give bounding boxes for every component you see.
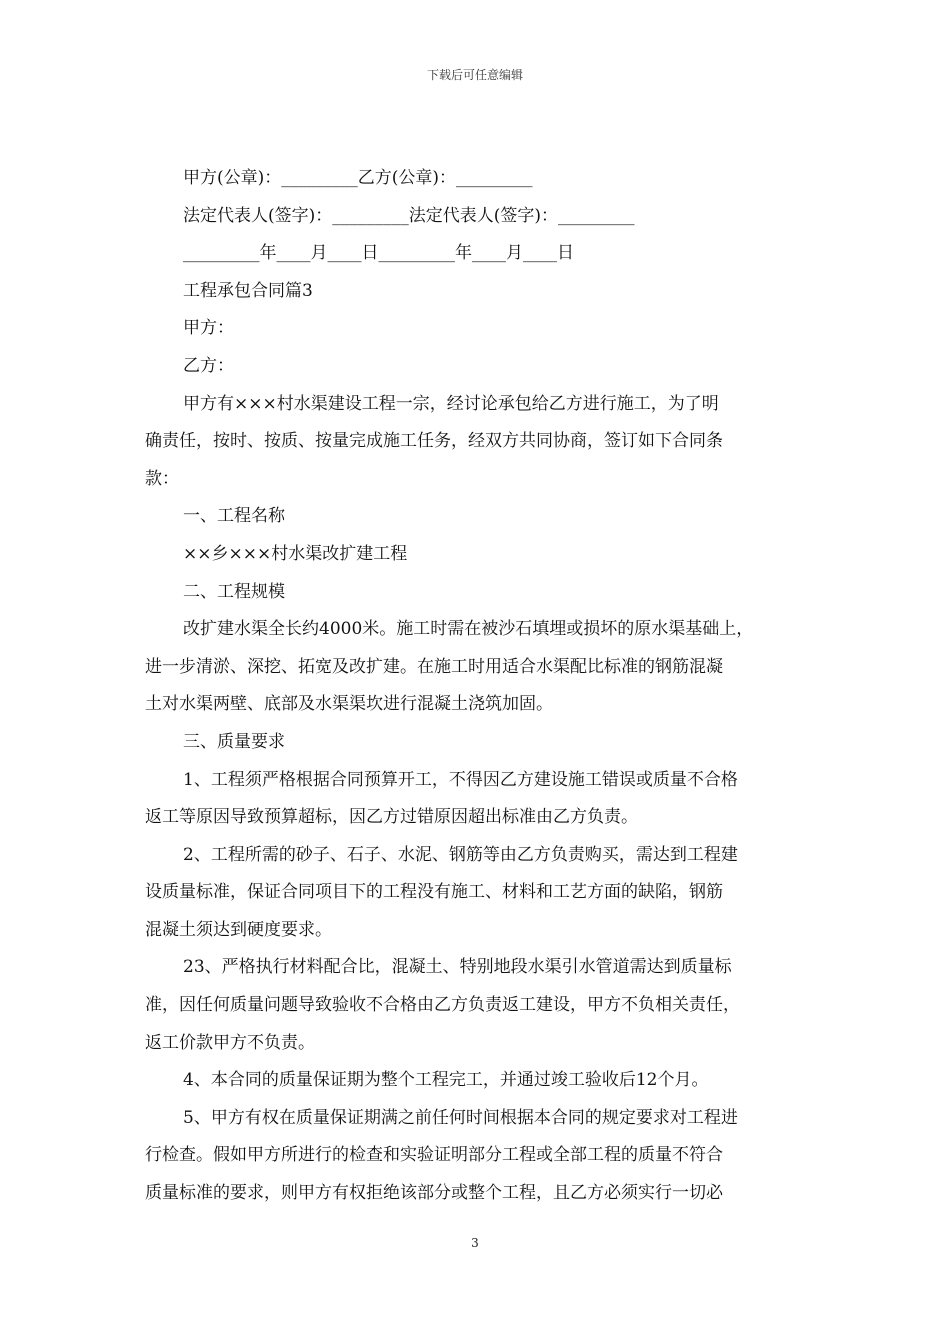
quality-item-line: 质量标准的要求，则甲方有权拒绝该部分或整个工程，且乙方必须实行一切必 (145, 1183, 723, 1204)
intro-line: 确责任，按时、按质、按量完成施工任务，经双方共同协商，签订如下合同条 (145, 431, 723, 452)
section-body: ××乡×××村水渠改扩建工程 (183, 543, 408, 564)
document-body (145, 160, 805, 1213)
quality-item-line: 行检查。假如甲方所进行的检查和实验证明部分工程或全部工程的质量不符合 (145, 1145, 723, 1166)
section-heading: 二、工程规模 (183, 581, 285, 602)
section-heading: 三、质量要求 (183, 731, 285, 752)
intro-line: 款： (145, 468, 179, 489)
quality-item-line: 2、工程所需的砂子、石子、水泥、钢筋等由乙方负责购买，需达到工程建 (183, 844, 738, 865)
section-heading: 一、工程名称 (183, 506, 285, 527)
section-body-line: 进一步清淤、深挖、拓宽及改扩建。在施工时用适合水渠配比标准的钢筋混凝 (145, 656, 723, 677)
quality-item-line: 4、本合同的质量保证期为整个工程完工，并通过竣工验收后12个月。 (183, 1070, 709, 1091)
quality-item-line: 23、严格执行材料配合比，混凝土、特别地段水渠引水管道需达到质量标 (183, 957, 732, 978)
signature-row-representative: 法定代表人(签字)：_________法定代表人(签字)：_________ (183, 205, 635, 226)
signature-row-date: _________年____月____日_________年____月____日 (183, 243, 574, 264)
quality-item-line: 返工等原因导致预算超标，因乙方过错原因超出标准由乙方负责。 (145, 807, 638, 828)
page-header: 下载后可任意编辑 (426, 68, 523, 82)
contract-title: 工程承包合同篇3 (183, 280, 313, 301)
quality-item-line: 设质量标准，保证合同项目下的工程没有施工、材料和工艺方面的缺陷，钢筋 (145, 882, 723, 903)
quality-item-line: 返工价款甲方不负责。 (145, 1032, 315, 1053)
quality-item-line: 1、工程须严格根据合同预算开工，不得因乙方建设施工错误或质量不合格 (183, 769, 738, 790)
intro-line: 甲方有×××村水渠建设工程一宗，经讨论承包给乙方进行施工，为了明 (183, 393, 719, 414)
quality-item-line: 准，因任何质量问题导致验收不合格由乙方负责返工建设，甲方不负相关责任， (145, 995, 740, 1016)
party-b-label: 乙方： (183, 355, 234, 376)
party-a-label: 甲方： (183, 318, 234, 339)
signature-row-party: 甲方(公章)：_________乙方(公章)：_________ (183, 168, 533, 188)
section-body-line: 土对水渠两壁、底部及水渠渠坎进行混凝土浇筑加固。 (145, 694, 553, 715)
quality-item-line: 混凝土须达到硬度要求。 (145, 919, 332, 940)
quality-item-line: 5、甲方有权在质量保证期满之前任何时间根据本合同的规定要求对工程进 (183, 1107, 738, 1128)
section-body-line: 改扩建水渠全长约4000米。施工时需在被沙石填埋或损坏的原水渠基础上， (183, 619, 754, 640)
page-number: 3 (471, 1236, 479, 1250)
